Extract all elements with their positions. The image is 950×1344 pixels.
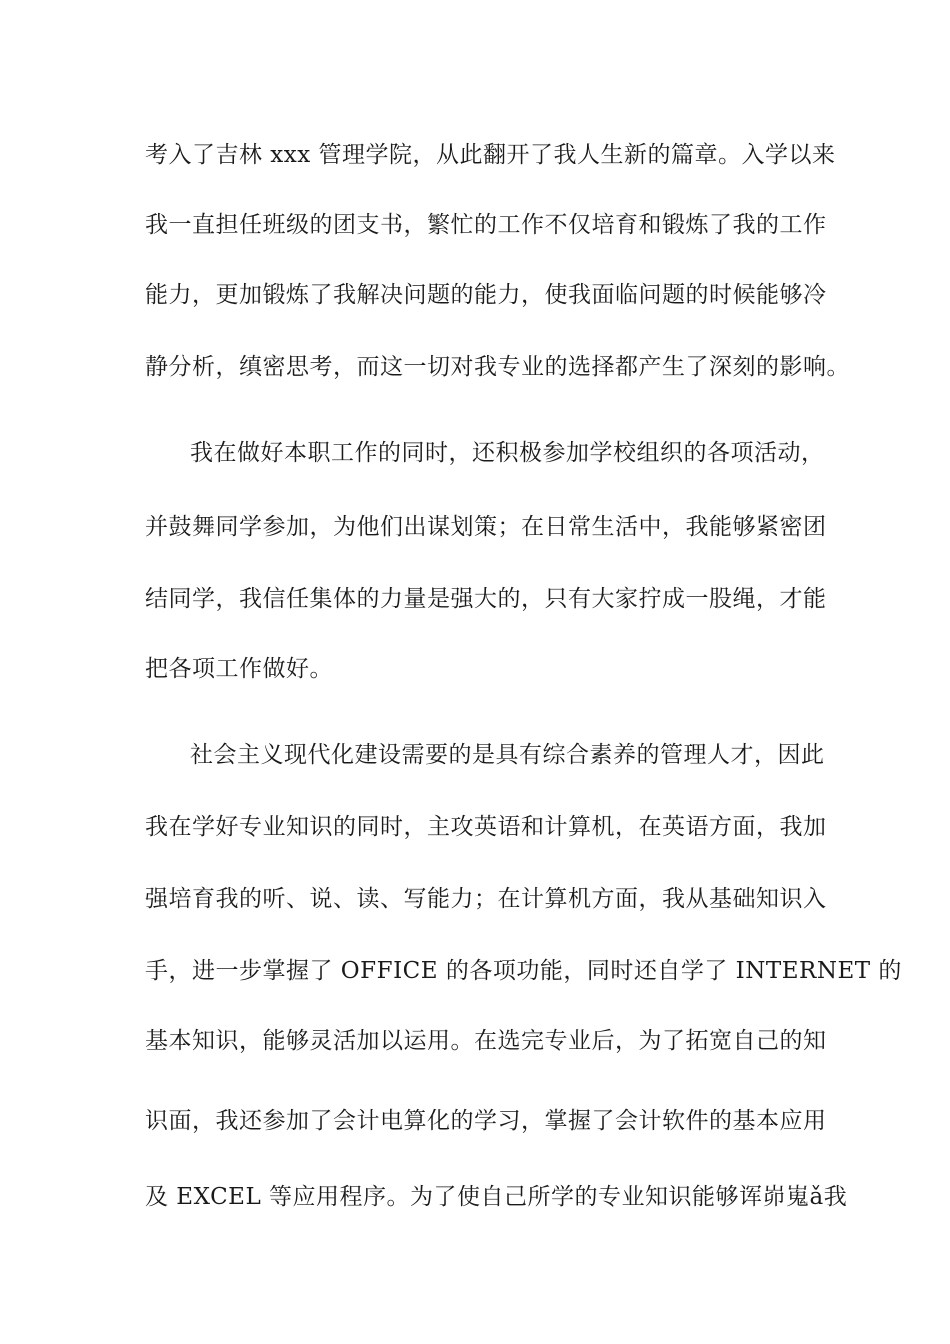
paragraph-3-line-5: 基本知识，能够灵活加以运用。在选完专业后，为了拓宽自己的知 [145,1028,827,1054]
paragraph-1-line-1: 考入了吉林 xxx 管理学院，从此翻开了我人生新的篇章。入学以来 [145,142,836,168]
paragraph-2-line-2: 并鼓舞同学参加，为他们出谋划策；在日常生活中，我能够紧密团 [145,514,827,540]
paragraph-3-line-3: 强培育我的听、说、读、写能力；在计算机方面，我从基础知识入 [145,886,827,912]
paragraph-2-line-3: 结同学，我信任集体的力量是强大的，只有大家拧成一股绳，才能 [145,586,827,612]
paragraph-3-line-7: 及 EXCEL 等应用程序。为了使自己所学的专业知识能够诨峁嵬ǎ我 [145,1184,848,1210]
paragraph-1-line-4: 静分析，缜密思考，而这一切对我专业的选择都产生了深刻的影响。 [145,354,850,380]
paragraph-2-line-1: 我在做好本职工作的同时，还积极参加学校组织的各项活动， [190,440,825,466]
paragraph-3-line-6: 识面，我还参加了会计电算化的学习，掌握了会计软件的基本应用 [145,1108,827,1134]
paragraph-1-line-3: 能力，更加锻炼了我解决问题的能力，使我面临问题的时候能够冷 [145,282,827,308]
paragraph-2-line-4: 把各项工作做好。 [145,656,333,682]
paragraph-1-line-2: 我一直担任班级的团支书，繁忙的工作不仅培育和锻炼了我的工作 [145,212,827,238]
paragraph-3-line-1: 社会主义现代化建设需要的是具有综合素养的管理人才，因此 [190,742,825,768]
paragraph-3-line-2: 我在学好专业知识的同时，主攻英语和计算机，在英语方面，我加 [145,814,827,840]
paragraph-3-line-4: 手，进一步掌握了 OFFICE 的各项功能，同时还自学了 INTERNET 的 [145,958,902,984]
